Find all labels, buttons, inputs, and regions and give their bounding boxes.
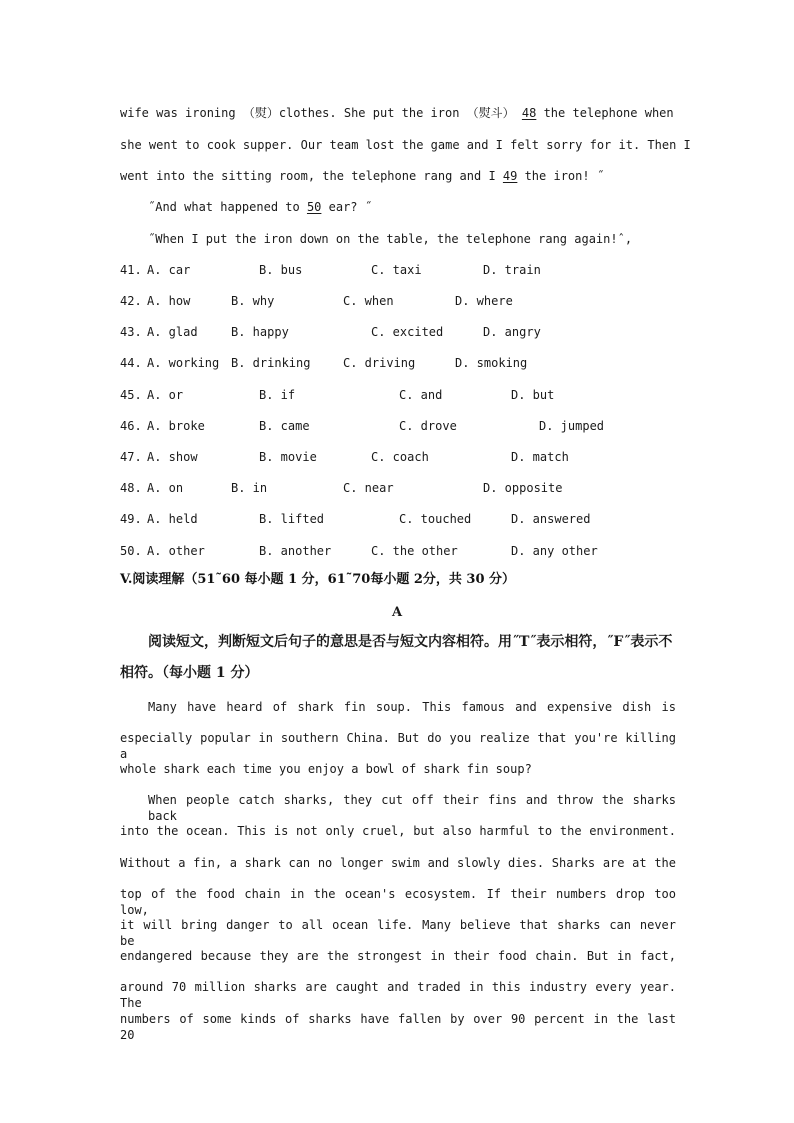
option-d: D. opposite bbox=[483, 481, 563, 495]
section-heading: V.阅读理解（51˜60 每小题 1 分，61˜70每小题 2分，共 30 分） bbox=[120, 572, 516, 587]
reading-line: numbers of some kinds of sharks have fallen by over 90 percent in the last 20 bbox=[120, 1012, 676, 1042]
option-c: C. coach bbox=[371, 450, 429, 464]
option-b: B. movie bbox=[259, 450, 317, 464]
reading-line: into the ocean. This is not only cruel, but also harmful to the environment. bbox=[120, 824, 676, 838]
part-label: A bbox=[391, 605, 403, 620]
question-number: 48. bbox=[120, 481, 142, 495]
option-a: A. broke bbox=[147, 419, 205, 433]
question-number: 42. bbox=[120, 294, 142, 308]
passage-text: the iron! ˝ bbox=[517, 169, 605, 183]
option-b: B. bus bbox=[259, 263, 303, 277]
blank-49: 49 bbox=[502, 169, 518, 183]
passage-text: the telephone when bbox=[536, 106, 674, 120]
option-d: D. jumped bbox=[539, 419, 605, 433]
passage-line-3 bbox=[120, 168, 676, 184]
reading-line: especially popular in southern China. But do you realize that you're killing a bbox=[120, 731, 676, 761]
option-d: D. smoking bbox=[455, 356, 528, 370]
option-b: B. lifted bbox=[259, 512, 325, 526]
option-d: D. angry bbox=[483, 325, 541, 339]
reading-line: around 70 million sharks are caught and traded in this industry every year. The bbox=[120, 980, 676, 1010]
option-a: A. other bbox=[147, 544, 205, 558]
reading-line: whole shark each time you enjoy a bowl of shark fin soup? bbox=[120, 762, 532, 776]
passage-line-2: she went to cook supper. Our team lost the game and I felt sorry for it. Then I bbox=[120, 138, 691, 152]
reading-line: When people catch sharks, they cut off their fins and throw the sharks back bbox=[148, 793, 676, 823]
question-number: 49. bbox=[120, 512, 142, 526]
option-a: A. on bbox=[147, 481, 184, 495]
passage-text: ear? ˝ bbox=[321, 200, 372, 214]
option-b: B. came bbox=[259, 419, 310, 433]
option-c: C. near bbox=[343, 481, 394, 495]
option-d: D. but bbox=[511, 388, 555, 402]
blank-50: 50 bbox=[306, 200, 322, 214]
option-d: D. train bbox=[483, 263, 541, 277]
option-a: A. how bbox=[147, 294, 191, 308]
option-d: D. any other bbox=[511, 544, 598, 558]
option-c: C. excited bbox=[371, 325, 444, 339]
option-d: D. where bbox=[455, 294, 513, 308]
option-b: B. why bbox=[231, 294, 275, 308]
instruction-line-2: 相符。（每小题 1 分） bbox=[120, 665, 259, 681]
option-a: A. working bbox=[147, 356, 220, 370]
reading-line: endangered because they are the strongest in their food chain. But in fact, bbox=[120, 949, 676, 963]
option-a: A. show bbox=[147, 450, 198, 464]
option-a: A. held bbox=[147, 512, 198, 526]
instruction-line-1: 阅读短文，判断短文后句子的意思是否与短文内容相符。用˝T˝表示相符，˝F˝表示不 bbox=[148, 634, 673, 650]
option-c: C. touched bbox=[399, 512, 472, 526]
option-b: B. in bbox=[231, 481, 268, 495]
option-a: A. car bbox=[147, 263, 191, 277]
passage-text: went into the sitting room, the telephone rang and I bbox=[120, 169, 503, 183]
option-c: C. when bbox=[343, 294, 394, 308]
reading-line: top of the food chain in the ocean's ecosystem. If their numbers drop too low, bbox=[120, 887, 676, 917]
question-number: 41. bbox=[120, 263, 142, 277]
question-number: 47. bbox=[120, 450, 142, 464]
passage-line-5: ˝When I put the iron down on the table, the telephone rang again!ˆ, bbox=[148, 232, 633, 246]
question-number: 45. bbox=[120, 388, 142, 402]
passage-text: ˝And what happened to bbox=[148, 200, 307, 214]
option-d: D. match bbox=[511, 450, 569, 464]
passage-line-4 bbox=[148, 199, 676, 215]
reading-line: it will bring danger to all ocean life. Many believe that sharks can never be bbox=[120, 918, 676, 948]
option-c: C. taxi bbox=[371, 263, 422, 277]
option-c: C. the other bbox=[371, 544, 458, 558]
option-c: C. driving bbox=[343, 356, 416, 370]
option-b: B. drinking bbox=[231, 356, 311, 370]
option-c: C. and bbox=[399, 388, 443, 402]
option-a: A. glad bbox=[147, 325, 198, 339]
blank-48: 48 bbox=[521, 106, 537, 120]
passage-line-1 bbox=[120, 105, 676, 121]
passage-text: wife was ironing （熨）clothes. She put the iron （熨斗） bbox=[120, 106, 522, 120]
option-b: B. if bbox=[259, 388, 296, 402]
option-b: B. happy bbox=[231, 325, 289, 339]
option-b: B. another bbox=[259, 544, 332, 558]
option-c: C. drove bbox=[399, 419, 457, 433]
question-number: 44. bbox=[120, 356, 142, 370]
question-number: 50. bbox=[120, 544, 142, 558]
question-number: 46. bbox=[120, 419, 142, 433]
reading-line: Many have heard of shark fin soup. This famous and expensive dish is bbox=[148, 700, 676, 714]
option-d: D. answered bbox=[511, 512, 591, 526]
option-a: A. or bbox=[147, 388, 184, 402]
reading-line: Without a fin, a shark can no longer swim and slowly dies. Sharks are at the bbox=[120, 856, 676, 870]
question-number: 43. bbox=[120, 325, 142, 339]
